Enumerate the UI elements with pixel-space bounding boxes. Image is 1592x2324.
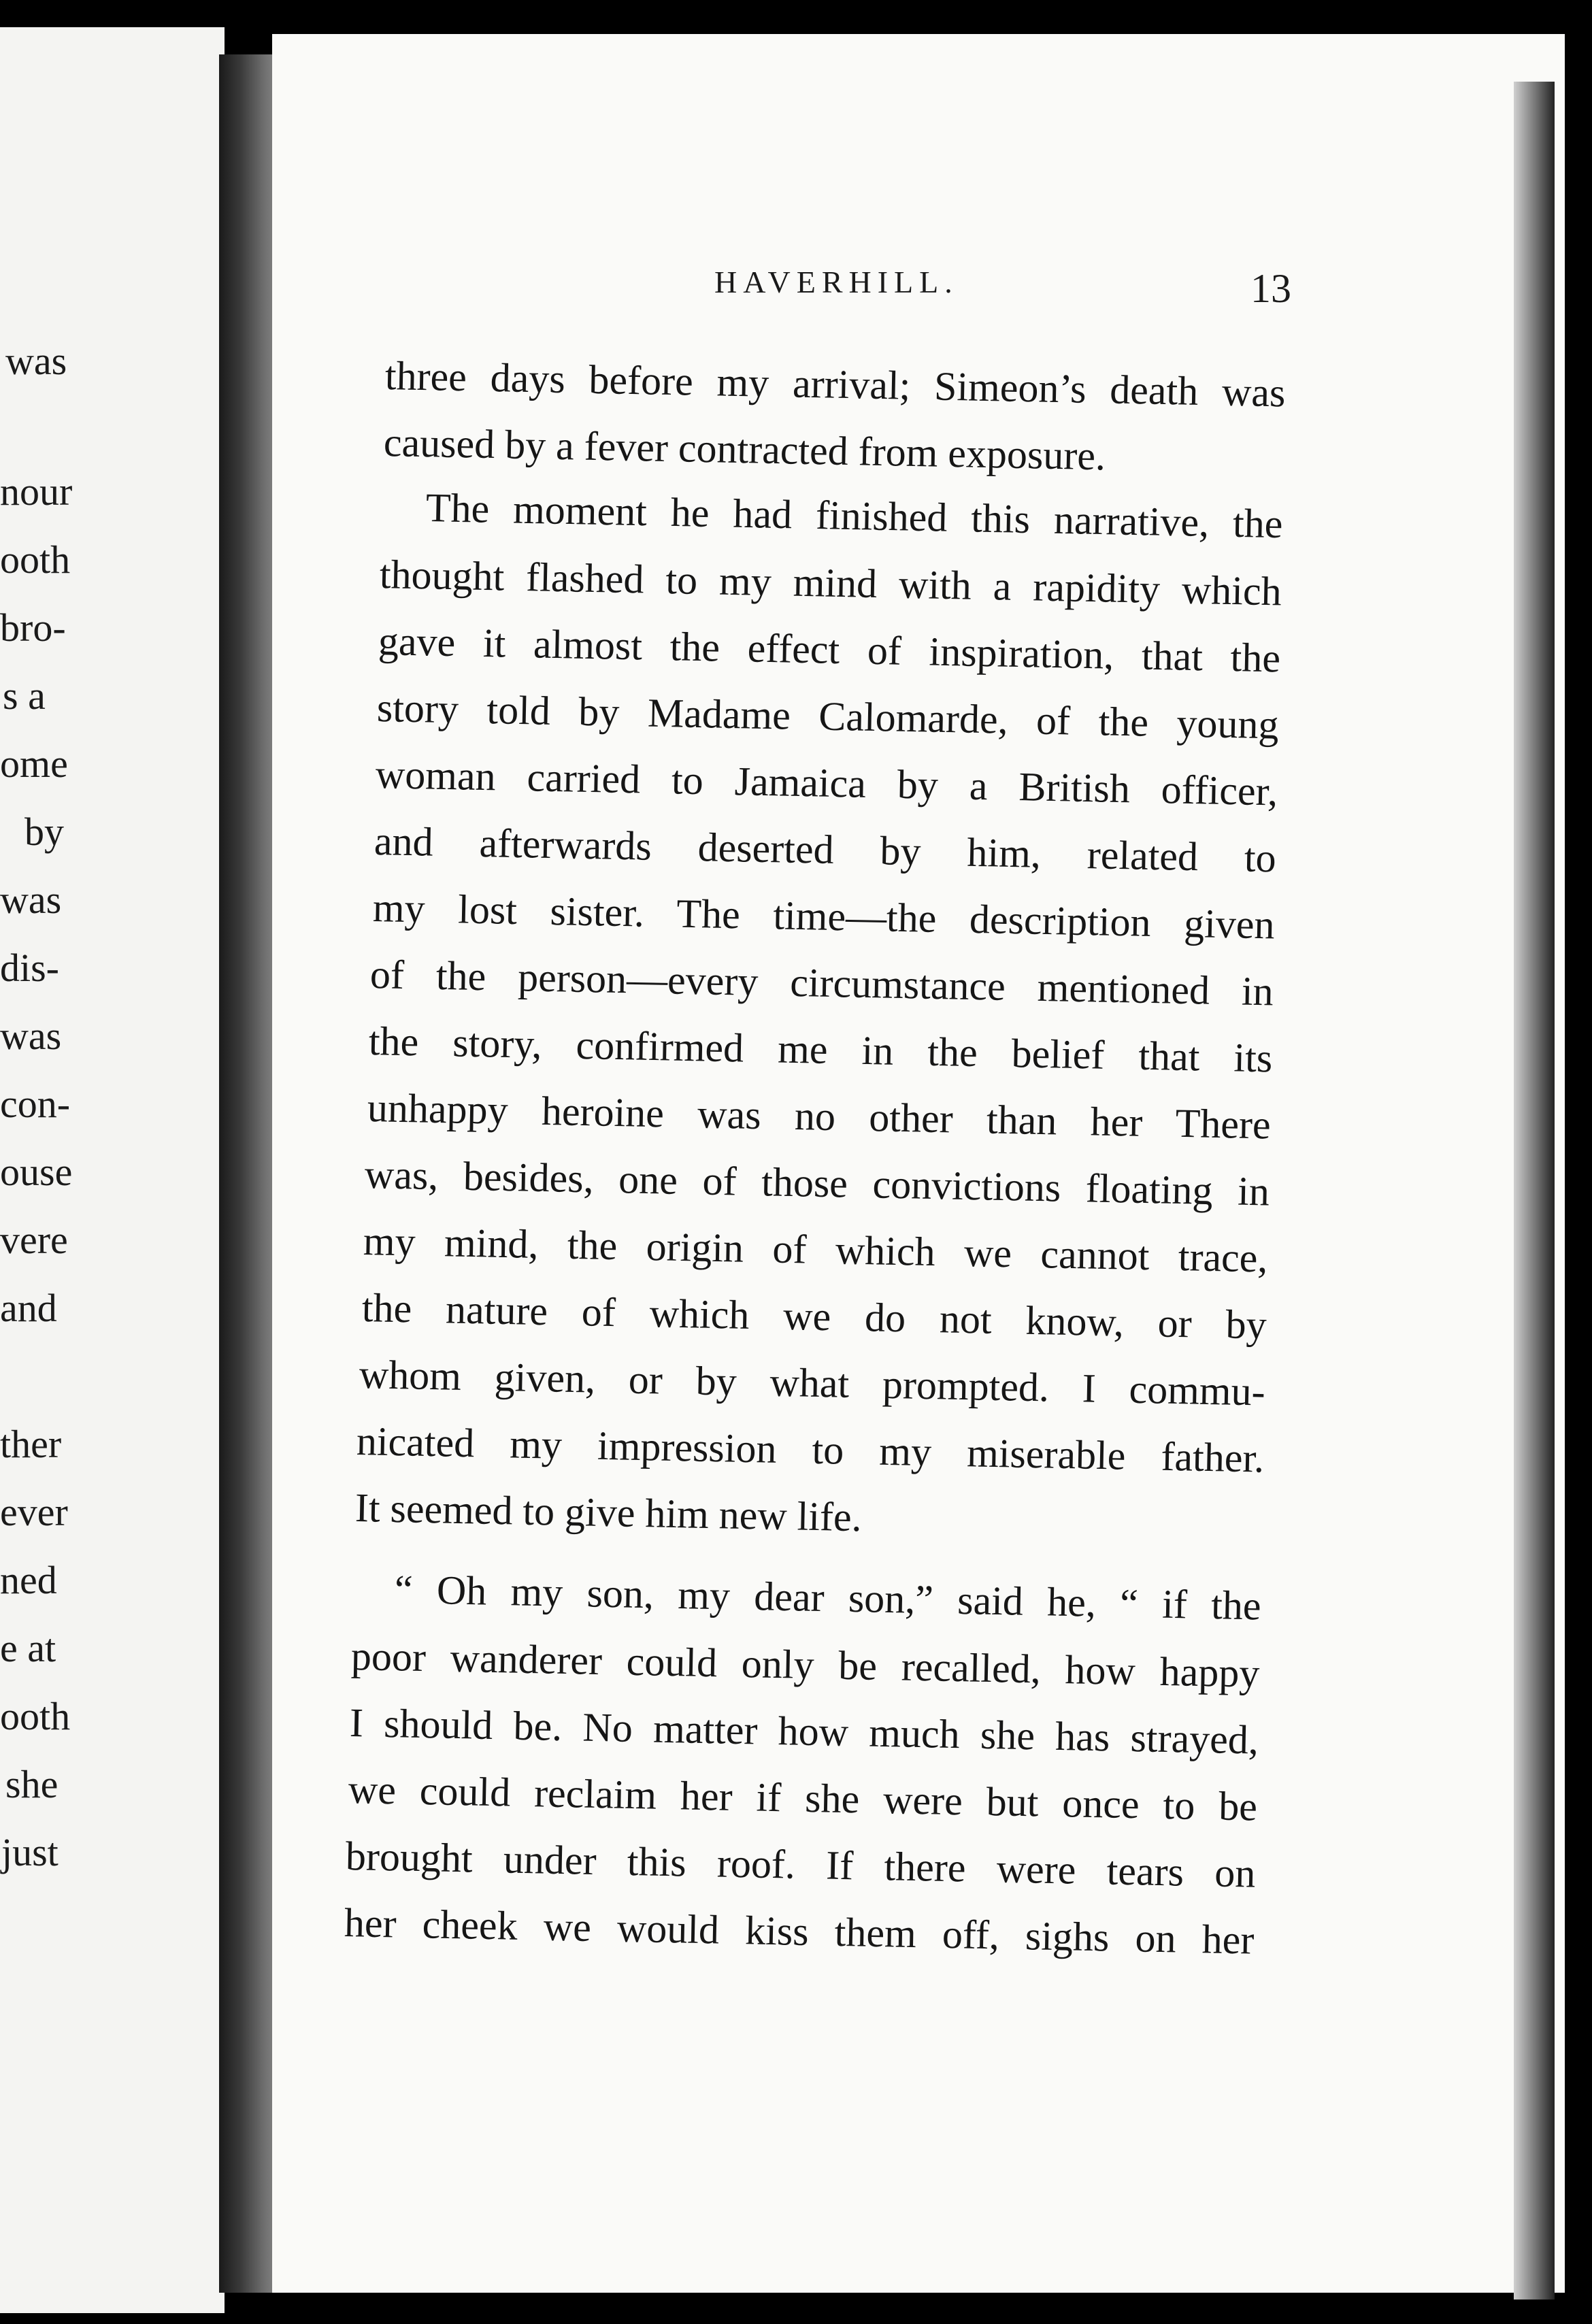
text-line: caused by a fever contracted from exposure. bbox=[383, 420, 1106, 479]
left-page-line: s a bbox=[3, 674, 46, 718]
text-line: nicated my impression to my miserable father. bbox=[356, 1418, 1265, 1481]
left-page-line: ned bbox=[0, 1558, 57, 1602]
text-line: was, besides, one of those convictions floating in bbox=[364, 1152, 1270, 1214]
left-page-line: just bbox=[1, 1830, 59, 1874]
text-line: we could reclaim her if she were but once to be bbox=[348, 1767, 1258, 1829]
left-page-line: and bbox=[0, 1286, 57, 1330]
left-page-line: was bbox=[0, 878, 62, 922]
left-page-line: vere bbox=[0, 1218, 68, 1262]
text-line: and afterwards deserted by him, related to bbox=[374, 818, 1277, 881]
left-page-line: con- bbox=[0, 1082, 71, 1126]
text-line: woman carried to Jamaica by a British officer, bbox=[375, 752, 1278, 814]
page-number: 13 bbox=[1250, 266, 1291, 311]
left-page-line: ooth bbox=[0, 1694, 71, 1738]
text-line: the nature of which we do not know, or by bbox=[361, 1285, 1267, 1348]
text-line: three days before my arrival; Simeon’s death was bbox=[384, 353, 1287, 416]
left-page-line: she bbox=[5, 1762, 59, 1806]
text-line: her cheek we would kiss them off, sighs on her bbox=[344, 1900, 1255, 1963]
left-page-line: dis- bbox=[0, 946, 59, 990]
text-line: of the person—every circumstance mentioned in bbox=[369, 952, 1274, 1014]
left-page-line: was bbox=[5, 339, 67, 383]
left-page-line: bro- bbox=[0, 605, 66, 650]
left-page-line: ther bbox=[0, 1422, 62, 1466]
left-page-line: ome bbox=[0, 742, 68, 786]
left-page-line: nour bbox=[0, 469, 73, 514]
left-page-line: ever bbox=[0, 1490, 68, 1534]
text-line: my lost sister. The time—the description given bbox=[372, 885, 1276, 948]
text-line: whom given, or by what prompted. I commu- bbox=[359, 1352, 1266, 1414]
left-page-line: ouse bbox=[0, 1150, 73, 1194]
left-page-line: ooth bbox=[0, 537, 71, 582]
running-head: HAVERHILL. bbox=[714, 265, 959, 299]
left-page-line: e at bbox=[0, 1626, 56, 1670]
text-line: I should be. No matter how much she has strayed, bbox=[349, 1700, 1259, 1763]
text-line: story told by Madame Calomarde, of the young bbox=[376, 685, 1280, 748]
text-line: unhappy heroine was no other than her There bbox=[367, 1085, 1272, 1148]
text-line: “ Oh my son, my dear son,” said he, “ if the bbox=[394, 1567, 1262, 1629]
text-line: gave it almost the effect of inspiration, that the bbox=[378, 618, 1281, 681]
text-line: my mind, the origin of which we cannot trace, bbox=[363, 1218, 1269, 1281]
text-line: The moment he had finished this narrative, the bbox=[425, 485, 1284, 547]
left-page-line: was bbox=[0, 1014, 62, 1058]
text-line: brought under this roof. If there were tears on bbox=[345, 1833, 1257, 1896]
text-line: It seemed to give him new life. bbox=[354, 1485, 863, 1540]
left-page-line: by bbox=[24, 810, 64, 854]
text-line: thought flashed to my mind with a rapidity which bbox=[379, 552, 1282, 614]
text-line: poor wanderer could only be recalled, how happy bbox=[350, 1633, 1260, 1696]
text-line: the story, confirmed me in the belief that its bbox=[368, 1018, 1273, 1081]
